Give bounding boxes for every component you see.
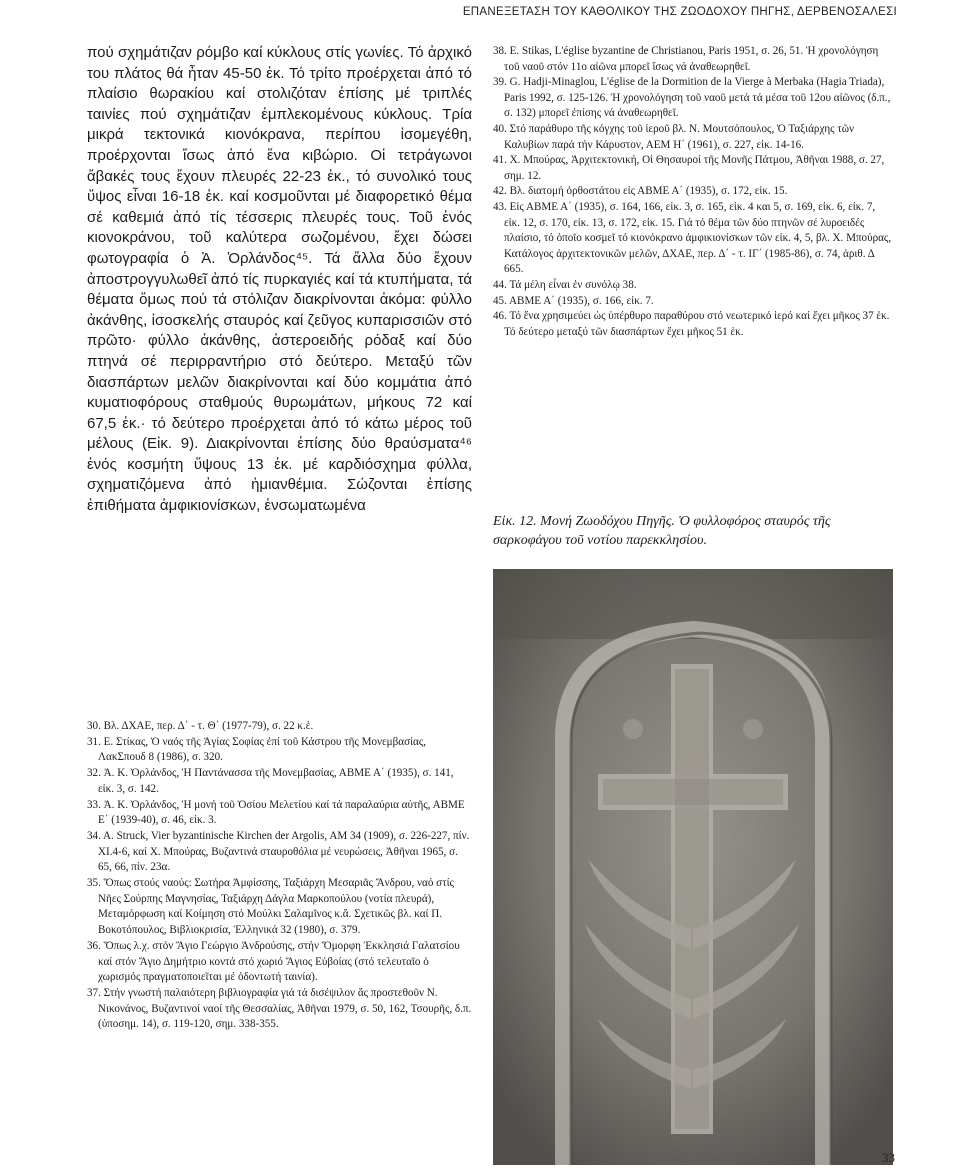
footnote-40: 40. Στό παράθυρο τῆς κόγχης τοῦ ἱεροῦ βλ. Ν. Μουτσόπουλος, Ὁ Ταξιάρχης τῶν Καλυβίων παρά τήν Κάρυστον, ΑΕΜ Η΄ (1961), σ. 227, εἰκ. 14-16. xyxy=(493,122,855,151)
sarcophagus-cross-photo xyxy=(493,569,893,1165)
footnote-30: 30. Βλ. ΔΧΑΕ, περ. Δ΄ - τ. Θ΄ (1977-79), σ. 22 κ.ἑ. xyxy=(87,720,314,732)
footnote-34: 34. A. Struck, Vier byzantinische Kirchen der Argolis, AM 34 (1909), σ. 226-227, πίν. XI.4-6, καί Χ. Μπούρας, Βυζαντινά σταυροθόλια μέ νευρώσεις, Ἀθῆναι 1965, σ. 65, 66, πίν. 23α. xyxy=(87,829,470,874)
body-text-column xyxy=(87,43,472,517)
footnote-38: 38. E. Stikas, L'église byzantine de Christianou, Paris 1951, σ. 26, 51. Ἡ χρονολόγηση τοῦ ναοῦ στόν 11ο αἰῶνα μπορεῖ ἴσως νά ἀναθεωρηθεῖ. xyxy=(493,45,879,73)
footnotes-left-column xyxy=(87,719,472,1033)
footnote-39: 39. G. Hadji-Minaglou, L'église de la Dormition de la Vierge à Merbaka (Hagia Triada), Paris 1992, σ. 125-126. Ἡ χρονολόγηση τοῦ ναοῦ μετά τά μέσα τοῦ 12ου αἰῶνος (δ.π., σ. 132) μπορεῖ ἐπίσης νά ἀναθεωρηθεῖ. xyxy=(493,76,891,120)
footnote-36: 36. Ὅπως λ.χ. στόν Ἅγιο Γεώργιο Ἀνδρούσης, στήν Ὅμορφη Ἐκκλησιά Γαλατσίου καί στόν Ἅγιο Δημήτριο κοντά στό χωριό Ἅγιος Εὐβοίας (στό τελευταῖο ὁ χωρισμός πραγματοποιεῖται μέ ὀδοντωτή ταινία). xyxy=(87,939,460,984)
footnote-42: 42. Βλ. διατομή ὀρθοστάτου εἰς ΑΒΜΕ Α΄ (1935), σ. 172, εἰκ. 15. xyxy=(493,185,788,198)
footnote-46: 46. Τό ἕνα χρησιμεύει ὡς ὑπέρθυρο παραθύρου στό νεωτερικό ἱερό καί ἔχει μῆκος 37 ἑκ. Τό δεύτερο μεταξύ τῶν διασπάρτων ἔχει μῆκος 51 ἑκ. xyxy=(493,310,890,338)
footnote-37: 37. Στήν γνωστή παλαιότερη βιβλιογραφία γιά τά δισέψιλον ἄς προστεθοῦν Ν. Νικονάνος, Βυζαντινοί ναοί τῆς Θεσσαλίας, Ἀθῆναι 1979, σ. 50, 162, Τσουρῆς, δ.π. (ὑποσημ. 14), σ. 119-120, σημ. 338-355. xyxy=(87,986,472,1031)
footnote-41: 41. Χ. Μπούρας, Ἀρχιτεκτονική, Οἱ Θησαυροί τῆς Μονῆς Πάτμου, Ἀθῆναι 1988, σ. 27, σημ. 12. xyxy=(493,154,885,182)
footnotes-right-column xyxy=(493,44,893,340)
figure-caption: Εἰκ. 12. Μονή Ζωοδόχου Πηγῆς. Ὁ φυλλοφόρος σταυρός τῆς σαρκοφάγου τοῦ νοτίου παρεκκλησίου. xyxy=(493,514,831,548)
body-paragraph: πού σχημάτιζαν ρόμβο καί κύκλους στίς γωνίες. Τό ἀρχικό του πλάτος θά ἦταν 45-50 ἑκ. Τό τρίτο προέρχεται ἀπό τό πλαίσιο θωρακίου καί στολιζόταν ἐπίσης μέ τριπλές ταινίες πού σχημάτιζαν ἐμπλεκομένους κύκλους. Τρία μικρά τεκτονικά κιονόκρανα, περίπου ἰσομεγέθη, προέρχονται ἴσως ἀπό ἕνα κιβώριο. Οἱ τετράγωνοι ἄβακές τους ἔχουν πλευρές 22-23 ἑκ., τό συνολικό τους ὕψος εἶναι 16-18 ἑκ. καί κοσμοῦνται μέ διαφορετικό θέμα σέ καθεμιά ἀπό τίς τέσσερις πλευρές τους. Τοῦ ἑνός κιονοκράνου, τοῦ καλύτερα σωζομένου, ἔχει δώσει φωτογραφία ὁ Ἀ. Ὀρλάνδος⁴⁵. Τά ἄλλα δύο ἔχουν ἀποστρογγυλωθεῖ ἀπό τίς πυρκαγιές καί τά κτυπήματα, τά θέματα ὅμως πού τά στόλιζαν διακρίνονται ἀκόμα: φύλλο ἀκάνθης, ἰσοσκελής σταυρός καί ζεῦγος κυπαρισσιῶν στό πρῶτο· φύλλο ἀκάνθης, ἀστεροειδής ρόδαξ καί δύο πτηνά σέ περιρραντήριο στό δεύτερο. Μεταξύ τῶν διασπάρτων μελῶν διακρίνονται καί δύο κομμάτια ἀπό κυματιοφόρους σταθμούς θυρωμάτων, μήκους 72 καί 67,5 ἑκ.· τό δεύτερο προέρχεται ἀπό τό κάτω μέρος τοῦ μέλους (Εἰκ. 9). Διακρίνονται ἐπίσης δύο θραύσματα⁴⁶ ἑνός κοσμήτη ὕψους 13 ἑκ. μέ καρδιόσχημα φύλλα, σχηματιζόμενα ἀπό ἡμιανθέμια. Σώζονται ἐπίσης ἐπιθήματα ἀμφικιονίσκων, ἐνσωματωμένα xyxy=(87,44,472,515)
footnote-31: 31. Ε. Στίκας, Ὁ ναός τῆς Ἁγίας Σοφίας ἐπί τοῦ Κάστρου τῆς Μονεμβασίας, ΛακΣπουδ 8 (1986), σ. 320. xyxy=(87,735,427,764)
footnote-43: 43. Εἰς ΑΒΜΕ Α΄ (1935), σ. 164, 166, εἰκ. 3, σ. 165, εἰκ. 4 και 5, σ. 169, εἰκ. 6, εἰκ. 7, εἰκ. 12, σ. 170, εἰκ. 13, σ. 172, εἰκ. 15. Γιά τό θέμα τῶν δύο πτηνῶν σέ λυροειδές πλαίσιο, τό ὁποῖο κοσμεῖ τό κιονόκρανο ἀμφικιονίσκων τῶν εἰκ. 4, 5, βλ. Χ. Μπούρας, Κατάλογος ἀρχιτεκτονικῶν μελῶν, ΔΧΑΕ, περ. Δ΄ - τ. ΙΓ΄ (1985-86), σ. 74, ἀριθ. Δ 665. xyxy=(493,200,892,276)
footnote-45: 45. ΑΒΜΕ Α΄ (1935), σ. 166, εἰκ. 7. xyxy=(493,294,654,307)
footnote-44: 44. Τά μέλη εἶναι ἐν συνόλῳ 38. xyxy=(493,278,637,291)
footnote-33: 33. Ἀ. Κ. Ὀρλάνδος, Ἡ μονή τοῦ Ὁσίου Μελετίου καί τά παραλαύρια αὐτῆς, ΑΒΜΕ Ε΄ (1939-40), σ. 46, εἰκ. 3. xyxy=(87,798,465,827)
running-header: ΕΠΑΝΕΞΕΤΑΣΗ ΤΟΥ ΚΑΘΟΛΙΚΟΥ ΤΗΣ ΖΩΟΔΟΧΟΥ ΠΗΓΗΣ, ΔΕΡΒΕΝΟΣΑΛΕΣΙ xyxy=(462,6,897,18)
page-number: 33 xyxy=(882,1150,895,1165)
footnote-35: 35. Ὅπως στούς ναούς: Σωτήρα Ἀμφίσσης, Ταξιάρχη Μεσαριᾶς Ἄνδρου, ναό στίς Νῆες Σούρπης Μαγνησίας, Ταξιάρχη Δάγλα Μαρκοπούλου (νοτία πλευρά), Μεταμόρφωση καί Κοίμηση στό Μούλκι Σαλαμῖνος κ.ἄ. Σχετικῶς βλ. καί Π. Βοκοτόπουλος, Βιβλιοκρισία, Ἑλληνικά 32 (1980), σ. 379. xyxy=(87,877,454,937)
footnote-32: 32. Ἀ. Κ. Ὀρλάνδος, Ἡ Παντάνασσα τῆς Μονεμβασίας, ΑΒΜΕ Α΄ (1935), σ. 141, εἰκ. 3, σ. 142. xyxy=(87,767,454,795)
photo-illustration xyxy=(493,569,893,1165)
